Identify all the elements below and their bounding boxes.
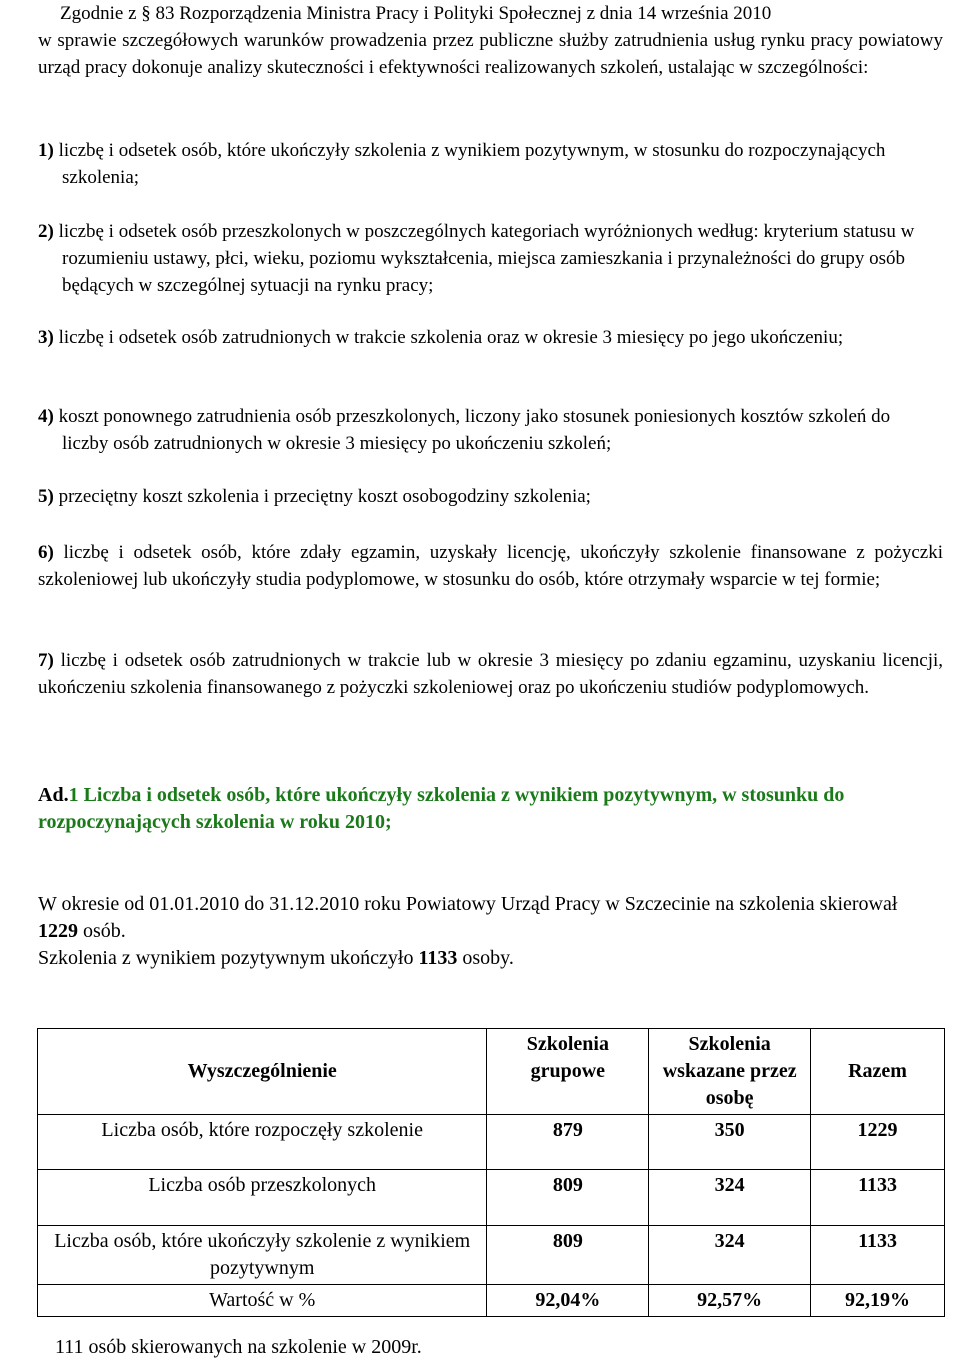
- row-label: Liczba osób, które ukończyły szkolenie z wynikiem pozytywnym: [38, 1226, 487, 1285]
- summary-text: osoby.: [457, 947, 514, 969]
- results-table: [37, 1028, 945, 1317]
- summary-count-completed: 1133: [418, 947, 458, 969]
- cell-value: 92,57%: [649, 1285, 811, 1317]
- summary-paragraph: [38, 891, 898, 972]
- cell-value: 879: [487, 1115, 649, 1170]
- cell-value: 809: [487, 1226, 649, 1285]
- summary-text: Szkolenia z wynikiem pozytywnym ukończyło: [38, 947, 419, 969]
- list-item: [38, 539, 943, 593]
- item-number: 7): [38, 650, 54, 671]
- table-row: [38, 1115, 945, 1170]
- item-text: liczbę i odsetek osób zatrudnionych w trakcie szkolenia oraz w okresie 3 miesięcy po jego ukończeniu;: [58, 327, 844, 348]
- summary-text: W okresie od 01.01.2010 do 31.12.2010 roku Powiatowy Urząd Pracy w Szczecinie na szkolenia skierował: [38, 893, 898, 915]
- list-item: [38, 324, 943, 351]
- list-item: [38, 403, 932, 457]
- list-item: [38, 218, 952, 299]
- cell-value: 324: [649, 1170, 811, 1226]
- table-row: [38, 1170, 945, 1226]
- footer-note: 111 osób skierowanych na szkolenie w 2009r.: [55, 1336, 422, 1358]
- item-text: liczbę i odsetek osób przeszkolonych w poszczególnych kategoriach wyróżnionych według: kryterium statusu w rozumieniu ustawy, płci, wieku, poziomu wykształcenia, miejsca zamieszkania i przynależności do grupy osób będących w szczególnej sytuacji na rynku pracy;: [58, 221, 915, 296]
- summary-line1: [38, 891, 898, 945]
- intro-line1: Zgodnie z § 83 Rozporządzenia Ministra Pracy i Polityki Społecznej z dnia 14 września 2010: [60, 3, 772, 24]
- section-prefix: Ad.: [38, 784, 69, 806]
- summary-line2: [38, 945, 898, 972]
- list-item: [38, 483, 943, 510]
- cell-value: 1133: [811, 1170, 945, 1226]
- cell-value: 92,19%: [811, 1285, 945, 1317]
- summary-count-directed: 1229: [38, 920, 78, 942]
- table-row: [38, 1226, 945, 1285]
- cell-value: 350: [649, 1115, 811, 1170]
- cell-value: 324: [649, 1226, 811, 1285]
- header-cell: Szkolenia wskazane przez osobę: [649, 1029, 811, 1115]
- item-number: 6): [38, 542, 54, 563]
- list-item: [38, 647, 943, 701]
- cell-value: 1133: [811, 1226, 945, 1285]
- section-title: 1 Liczba i odsetek osób, które ukończyły szkolenia z wynikiem pozytywnym, w stosunku do rozpoczynających szkolenia w roku 2010;: [38, 784, 845, 833]
- intro-paragraph: [38, 0, 943, 81]
- header-cell: Razem: [811, 1029, 945, 1115]
- item-number: 5): [38, 486, 54, 507]
- summary-text: osób.: [78, 920, 126, 942]
- cell-value: 1229: [811, 1115, 945, 1170]
- item-text: liczbę i odsetek osób zatrudnionych w trakcie lub w okresie 3 miesięcy po zdaniu egzaminu, uzyskaniu licencji, ukończeniu szkolenia finansowanego z pożyczki szkoleniowej oraz po ukończeniu studiów podyplomowych.: [38, 650, 943, 698]
- list-item: [38, 137, 922, 191]
- row-label: Wartość w %: [38, 1285, 487, 1317]
- item-text: przeciętny koszt szkolenia i przeciętny koszt osobogodziny szkolenia;: [58, 486, 591, 507]
- table-header-row: [38, 1029, 945, 1115]
- item-number: 4): [38, 406, 54, 427]
- table-row: [38, 1285, 945, 1317]
- item-text: koszt ponownego zatrudnienia osób przeszkolonych, liczony jako stosunek poniesionych kosztów szkoleń do liczby osób zatrudnionych w okresie 3 miesięcy po ukończeniu szkoleń;: [58, 406, 891, 454]
- cell-value: 92,04%: [487, 1285, 649, 1317]
- intro-rest: w sprawie szczegółowych warunków prowadzenia przez publiczne służby zatrudnienia usług rynku pracy powiatowy urząd pracy dokonuje analizy skuteczności i efektywności realizowanych szkoleń, ustalając w szczególności:: [38, 30, 943, 78]
- item-number: 1): [38, 140, 54, 161]
- row-label: Liczba osób, które rozpoczęły szkolenie: [38, 1115, 487, 1170]
- header-cell: Szkolenia grupowe: [487, 1029, 649, 1115]
- item-text: liczbę i odsetek osób, które ukończyły szkolenia z wynikiem pozytywnym, w stosunku do rozpoczynających szkolenia;: [58, 140, 886, 188]
- item-text: liczbę i odsetek osób, które zdały egzamin, uzyskały licencję, ukończyły szkolenie finansowane z pożyczki szkoleniowej lub ukończyły studia podyplomowe, w stosunku do osób, które otrzymały wsparcie w tej formie;: [38, 542, 943, 590]
- header-cell: Wyszczególnienie: [38, 1029, 487, 1115]
- row-label: Liczba osób przeszkolonych: [38, 1170, 487, 1226]
- cell-value: 809: [487, 1170, 649, 1226]
- section-heading: [38, 782, 898, 836]
- item-number: 2): [38, 221, 54, 242]
- item-number: 3): [38, 327, 54, 348]
